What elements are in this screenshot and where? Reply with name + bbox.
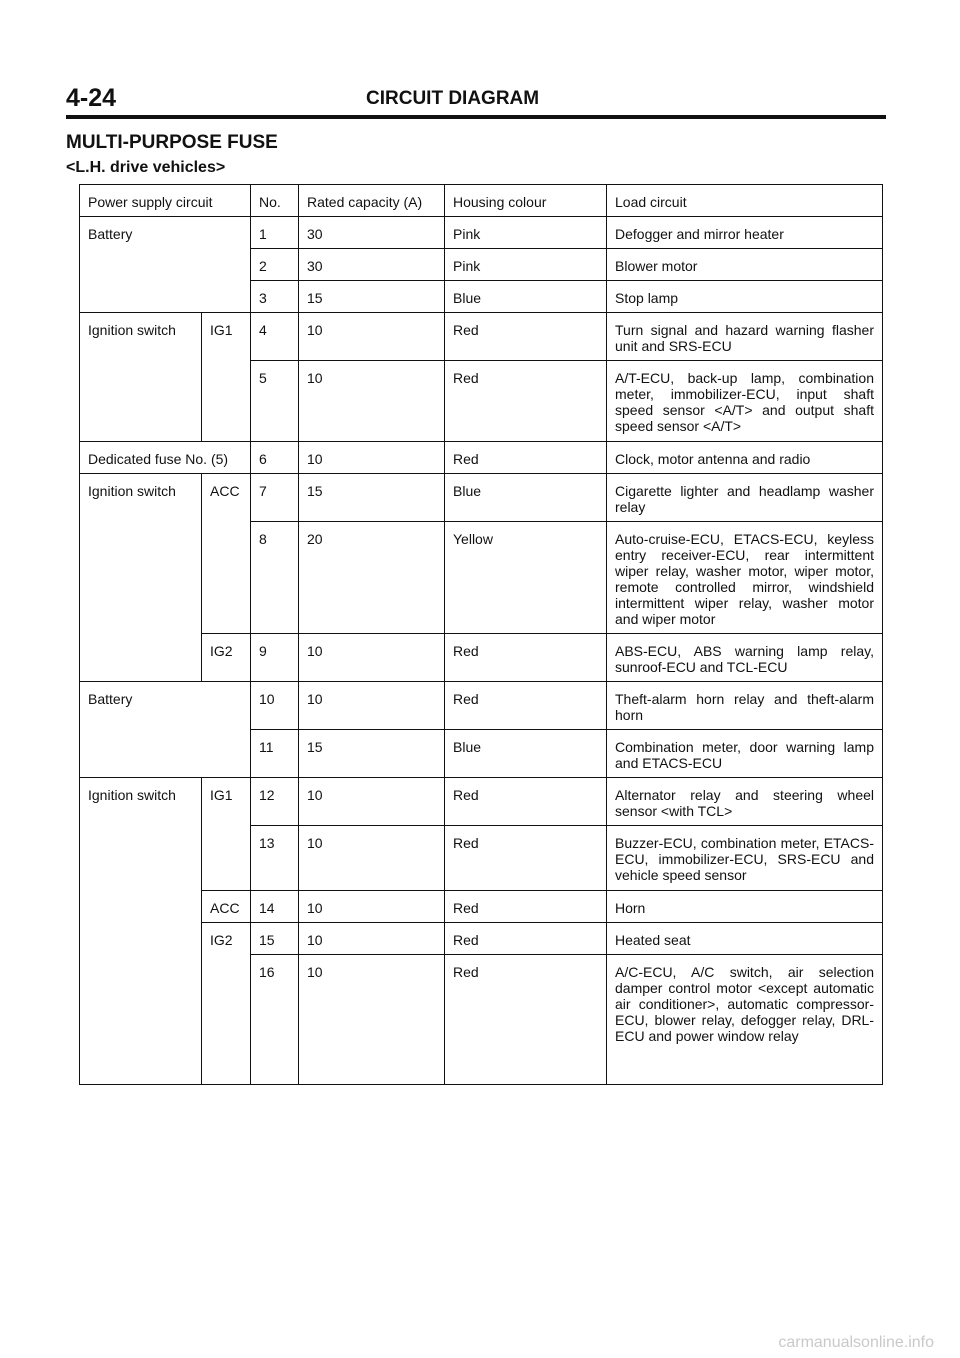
fuse-load: Cigarette lighter and headlamp washer relay xyxy=(607,474,883,522)
table-row xyxy=(80,442,883,474)
fuse-capacity: 30 xyxy=(299,249,445,281)
table-row xyxy=(80,217,883,249)
table-row xyxy=(80,474,883,522)
fuse-capacity: 15 xyxy=(299,730,445,778)
fuse-capacity: 10 xyxy=(299,891,445,923)
fuse-colour: Blue xyxy=(445,281,607,313)
fuse-load: Combination meter, door warning lamp and ETACS-ECU xyxy=(607,730,883,778)
fuse-capacity: 10 xyxy=(299,634,445,682)
table-row xyxy=(80,682,883,730)
fuse-load: A/T-ECU, back-up lamp, combination meter, immobilizer-ECU, input shaft speed sensor <A/T> and output shaft speed sensor <A/T> xyxy=(607,361,883,442)
fuse-colour: Blue xyxy=(445,730,607,778)
fuse-colour: Yellow xyxy=(445,522,607,634)
fuse-colour: Red xyxy=(445,313,607,361)
fuse-capacity: 10 xyxy=(299,826,445,891)
fuse-colour: Red xyxy=(445,778,607,826)
fuse-colour: Red xyxy=(445,955,607,1085)
circuit-ignition-switch: Ignition switch xyxy=(80,313,202,442)
fuse-capacity: 10 xyxy=(299,923,445,955)
page-title: CIRCUIT DIAGRAM xyxy=(366,88,540,109)
fuse-load: Clock, motor antenna and radio xyxy=(607,442,883,474)
fuse-capacity: 10 xyxy=(299,955,445,1085)
col-header-rated-capacity: Rated capacity (A) xyxy=(299,185,445,217)
header-rule xyxy=(66,115,886,119)
fuse-colour: Red xyxy=(445,361,607,442)
fuse-colour: Red xyxy=(445,891,607,923)
fuse-capacity: 30 xyxy=(299,217,445,249)
circuit-ignition-switch: Ignition switch xyxy=(80,778,202,1085)
fuse-no: 9 xyxy=(251,634,299,682)
fuse-no: 2 xyxy=(251,249,299,281)
fuse-no: 16 xyxy=(251,955,299,1085)
circuit-battery: Battery xyxy=(80,682,251,778)
fuse-table xyxy=(79,184,883,1085)
fuse-colour: Red xyxy=(445,826,607,891)
page-number: 4-24 xyxy=(66,84,117,112)
fuse-no: 15 xyxy=(251,923,299,955)
fuse-colour: Red xyxy=(445,923,607,955)
table-row xyxy=(80,313,883,361)
fuse-capacity: 15 xyxy=(299,281,445,313)
fuse-no: 3 xyxy=(251,281,299,313)
fuse-colour: Pink xyxy=(445,217,607,249)
col-header-power-supply: Power supply circuit xyxy=(80,185,251,217)
fuse-capacity: 20 xyxy=(299,522,445,634)
fuse-load: Turn signal and hazard warning flasher unit and SRS-ECU xyxy=(607,313,883,361)
col-header-no: No. xyxy=(251,185,299,217)
col-header-housing-colour: Housing colour xyxy=(445,185,607,217)
fuse-no: 11 xyxy=(251,730,299,778)
fuse-load: ABS-ECU, ABS warning lamp relay, sunroof-ECU and TCL-ECU xyxy=(607,634,883,682)
circuit-battery: Battery xyxy=(80,217,251,313)
circuit-acc: ACC xyxy=(202,891,251,923)
fuse-load: A/C-ECU, A/C switch, air selection damper control motor <except automatic air conditioner>, automatic compressor-ECU, blower relay, defogger relay, DRL-ECU and power window relay xyxy=(607,955,883,1085)
section-title: MULTI-PURPOSE FUSE xyxy=(66,132,278,153)
page-header xyxy=(66,84,886,114)
fuse-load: Stop lamp xyxy=(607,281,883,313)
fuse-colour: Red xyxy=(445,634,607,682)
circuit-ig2: IG2 xyxy=(202,634,251,682)
fuse-load: Theft-alarm horn relay and theft-alarm horn xyxy=(607,682,883,730)
fuse-no: 4 xyxy=(251,313,299,361)
fuse-capacity: 10 xyxy=(299,361,445,442)
table-row xyxy=(80,778,883,826)
section-subtitle: <L.H. drive vehicles> xyxy=(66,159,226,176)
fuse-load: Auto-cruise-ECU, ETACS-ECU, keyless entry receiver-ECU, rear intermittent wiper relay, washer motor, wiper motor, remote controlled mirror, windshield intermittent wiper relay, washer motor and wiper motor xyxy=(607,522,883,634)
col-header-load-circuit: Load circuit xyxy=(607,185,883,217)
fuse-no: 7 xyxy=(251,474,299,522)
circuit-ig2: IG2 xyxy=(202,923,251,1085)
circuit-ignition-switch: Ignition switch xyxy=(80,474,202,682)
circuit-ig1: IG1 xyxy=(202,313,251,442)
fuse-capacity: 15 xyxy=(299,474,445,522)
fuse-no: 5 xyxy=(251,361,299,442)
fuse-capacity: 10 xyxy=(299,442,445,474)
fuse-load: Heated seat xyxy=(607,923,883,955)
fuse-no: 8 xyxy=(251,522,299,634)
fuse-load: Defogger and mirror heater xyxy=(607,217,883,249)
fuse-load: Alternator relay and steering wheel sensor <with TCL> xyxy=(607,778,883,826)
circuit-ig1: IG1 xyxy=(202,778,251,891)
fuse-load: Horn xyxy=(607,891,883,923)
fuse-capacity: 10 xyxy=(299,778,445,826)
fuse-no: 14 xyxy=(251,891,299,923)
circuit-dedicated-fuse: Dedicated fuse No. (5) xyxy=(80,442,251,474)
fuse-no: 12 xyxy=(251,778,299,826)
fuse-capacity: 10 xyxy=(299,313,445,361)
circuit-acc: ACC xyxy=(202,474,251,634)
fuse-colour: Blue xyxy=(445,474,607,522)
fuse-no: 1 xyxy=(251,217,299,249)
fuse-no: 6 xyxy=(251,442,299,474)
fuse-colour: Red xyxy=(445,682,607,730)
fuse-load: Blower motor xyxy=(607,249,883,281)
fuse-colour: Red xyxy=(445,442,607,474)
fuse-capacity: 10 xyxy=(299,682,445,730)
fuse-load: Buzzer-ECU, combination meter, ETACS-ECU, immobilizer-ECU, SRS-ECU and vehicle speed sensor xyxy=(607,826,883,891)
fuse-colour: Pink xyxy=(445,249,607,281)
fuse-no: 13 xyxy=(251,826,299,891)
watermark: carmanualsonline.info xyxy=(778,1334,934,1351)
fuse-no: 10 xyxy=(251,682,299,730)
table-header-row xyxy=(80,185,883,217)
